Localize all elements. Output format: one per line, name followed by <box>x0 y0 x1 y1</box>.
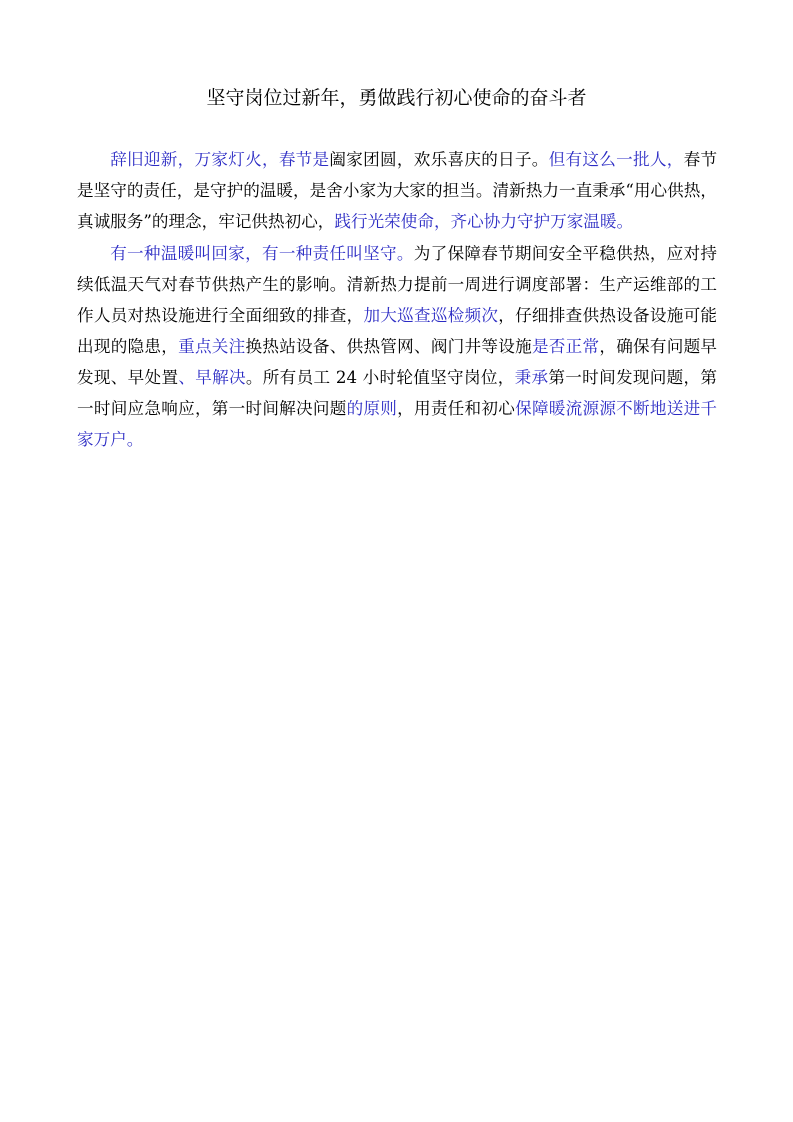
text-segment: 辞旧迎新，万家灯火，春节是 <box>110 150 330 169</box>
text-segment: 阖家团圆，欢乐喜庆的日子。 <box>329 150 549 169</box>
text-segment: 践行光荣使命，齐心协力守护万家温暖。 <box>334 212 634 231</box>
text-segment: ，仔细排查供热设备设施可能出现的隐患， <box>77 306 718 356</box>
text-segment: 但有这么一批人， <box>548 150 684 169</box>
text-segment: 有一种温暖叫回家，有一种责任叫坚守。 <box>110 244 414 263</box>
document-title: 坚守岗位过新年，勇做践行初心使命的奋斗者 <box>206 87 587 109</box>
text-segment: 第一时间发现问题，第一时间应急响应，第一时间解决问题 <box>77 368 718 418</box>
text-segment: ，用责任和初心 <box>397 399 516 418</box>
text-segment: 、早解决 <box>178 368 246 387</box>
paragraph-2 <box>77 238 717 455</box>
text-segment: 为了保障春节期间安全平稳供热，应对持续低温天气对春节供热产生的影响。清新热力提前一周进行调度部署：生产运维部的工作人员对热设施进行全面细致的排查， <box>77 244 718 325</box>
text-segment: ，确保有问题早发现、早处置 <box>77 337 718 387</box>
document-body <box>77 144 717 456</box>
text-segment: 重点关注 <box>178 337 246 356</box>
paragraph-1 <box>77 144 717 237</box>
text-segment: 保障暖流源源不断地送进千家万户。 <box>77 399 718 449</box>
text-segment: 。所有员工 24 小时轮值坚守岗位， <box>245 368 515 387</box>
text-segment: 的原则 <box>346 399 398 418</box>
text-segment: 加大巡查巡检频次 <box>363 306 499 325</box>
text-segment: 是否正常 <box>531 337 600 356</box>
text-segment: 换热站设备、供热管网、阀门井等设施 <box>245 337 532 356</box>
text-segment: 春节是坚守的责任，是守护的温暖，是舍小家为大家的担当。清新热力一直秉承“用心供热，真诚服务”的理念，牢记供热初心， <box>77 150 718 231</box>
text-segment: 秉承 <box>514 368 549 387</box>
